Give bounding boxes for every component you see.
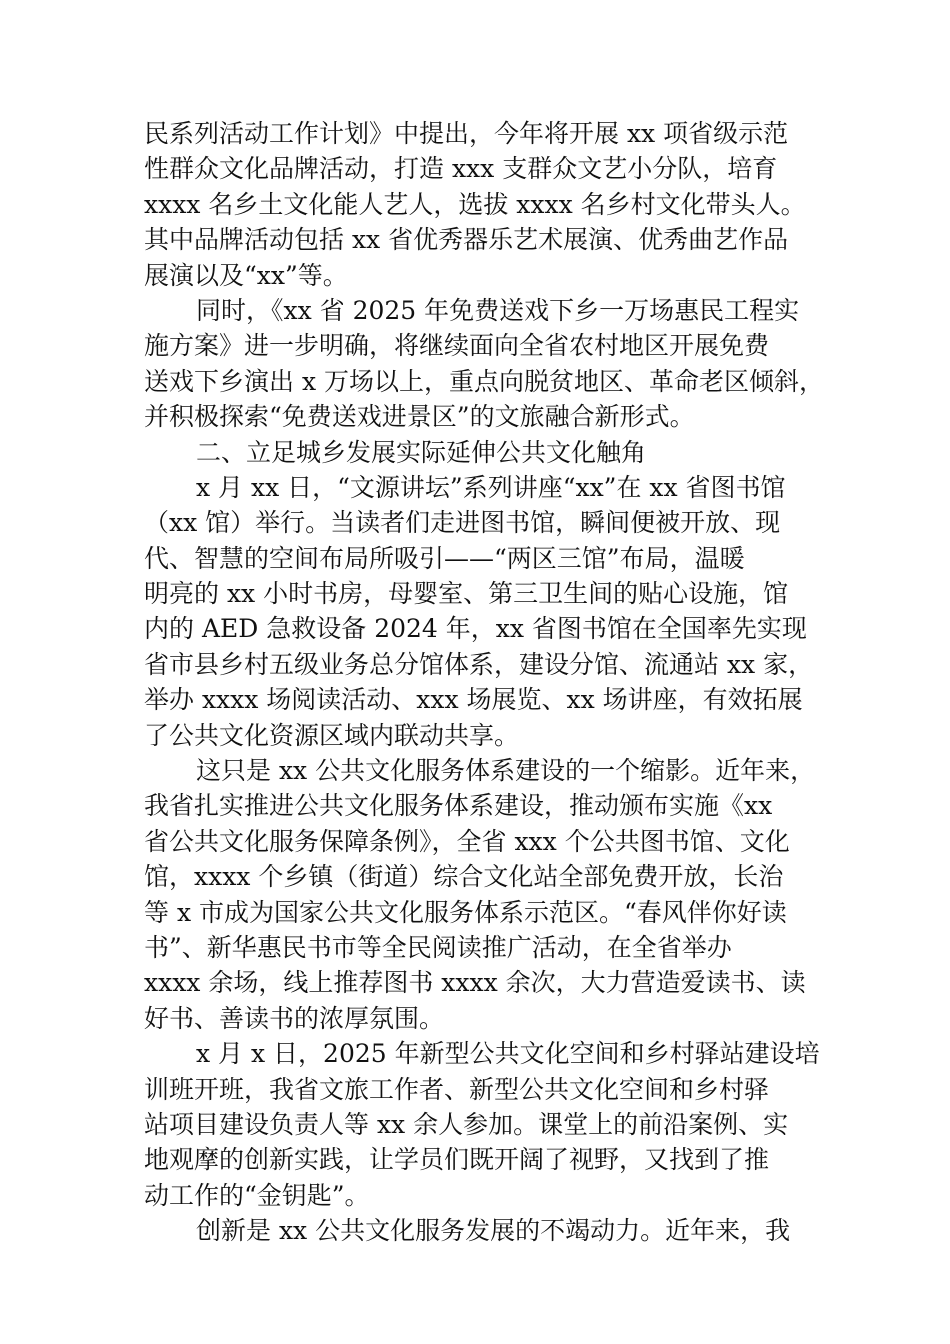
text-line: 馆，xxxx 个乡镇（街道）综合文化站全部免费开放，长治 (144, 862, 784, 892)
text-line: 内的 AED 急救设备 2024 年，xx 省图书馆在全国率先实现 (144, 614, 807, 644)
text-line: 送戏下乡演出 x 万场以上，重点向脱贫地区、革命老区倾斜， (144, 366, 824, 396)
text-line: xxxx 余场，线上推荐图书 xxxx 余次，大力营造爱读书、读 (144, 968, 806, 998)
text-line: 等 x 市成为国家公共文化服务体系示范区。“春风伴你好读 (144, 897, 787, 927)
text-line: 了公共文化资源区域内联动共享。 (144, 720, 520, 750)
text-line: 二、立足城乡发展实际延伸公共文化触角 (196, 437, 647, 467)
text-line: 这只是 xx 公共文化服务体系建设的一个缩影。近年来， (196, 756, 816, 786)
text-line: 训班开班，我省文旅工作者、新型公共文化空间和乡村驿 (144, 1074, 770, 1104)
text-line: x 月 xx 日，“文源讲坛”系列讲座“xx”在 xx 省图书馆 (196, 472, 786, 502)
text-line: 创新是 xx 公共文化服务发展的不竭动力。近年来，我 (196, 1216, 791, 1246)
document-body (144, 116, 844, 1249)
text-line: 举办 xxxx 场阅读活动、xxx 场展览、xx 场讲座，有效拓展 (144, 685, 803, 715)
text-line: 并积极探索“免费送戏进景区”的文旅融合新形式。 (144, 402, 695, 432)
text-line: 同时，《xx 省 2025 年免费送戏下乡一万场惠民工程实 (196, 295, 800, 325)
text-line: 动工作的“金钥匙”。 (144, 1180, 370, 1210)
text-line: 明亮的 xx 小时书房，母婴室、第三卫生间的贴心设施，馆 (144, 579, 789, 609)
text-line: 书”、新华惠民书市等全民阅读推广活动，在全省举办 (144, 932, 732, 962)
text-line: 施方案》进一步明确，将继续面向全省农村地区开展免费 (144, 331, 770, 361)
text-line: 性群众文化品牌活动，打造 xxx 支群众文艺小分队，培育 (144, 154, 778, 184)
text-line: 地观摩的创新实践，让学员们既开阔了视野，又找到了推 (144, 1145, 770, 1175)
text-line: xxxx 名乡土文化能人艺人，选拔 xxxx 名乡村文化带头人。 (144, 189, 806, 219)
text-line: 民系列活动工作计划》中提出，今年将开展 xx 项省级示范 (144, 119, 789, 148)
text-line: （xx 馆）举行。当读者们走进图书馆，瞬间便被开放、现 (144, 508, 781, 538)
text-line: 站项目建设负责人等 xx 余人参加。课堂上的前沿案例、实 (144, 1109, 789, 1139)
text-line: 省公共文化服务保障条例》，全省 xxx 个公共图书馆、文化 (144, 826, 790, 856)
text-line: 我省扎实推进公共文化服务体系建设，推动颁布实施《xx (144, 791, 773, 821)
text-line: 展演以及“xx”等。 (144, 260, 348, 290)
text-line: 省市县乡村五级业务总分馆体系，建设分馆、流通站 xx 家， (144, 649, 814, 679)
text-line: x 月 x 日，2025 年新型公共文化空间和乡村驿站建设培 (196, 1039, 820, 1069)
text-line: 其中品牌活动包括 xx 省优秀器乐艺术展演、优秀曲艺作品 (144, 225, 789, 255)
text-line: 代、智慧的空间布局所吸引——“两区三馆”布局，温暖 (144, 543, 745, 573)
text-line: 好书、善读书的浓厚氛围。 (144, 1003, 445, 1033)
